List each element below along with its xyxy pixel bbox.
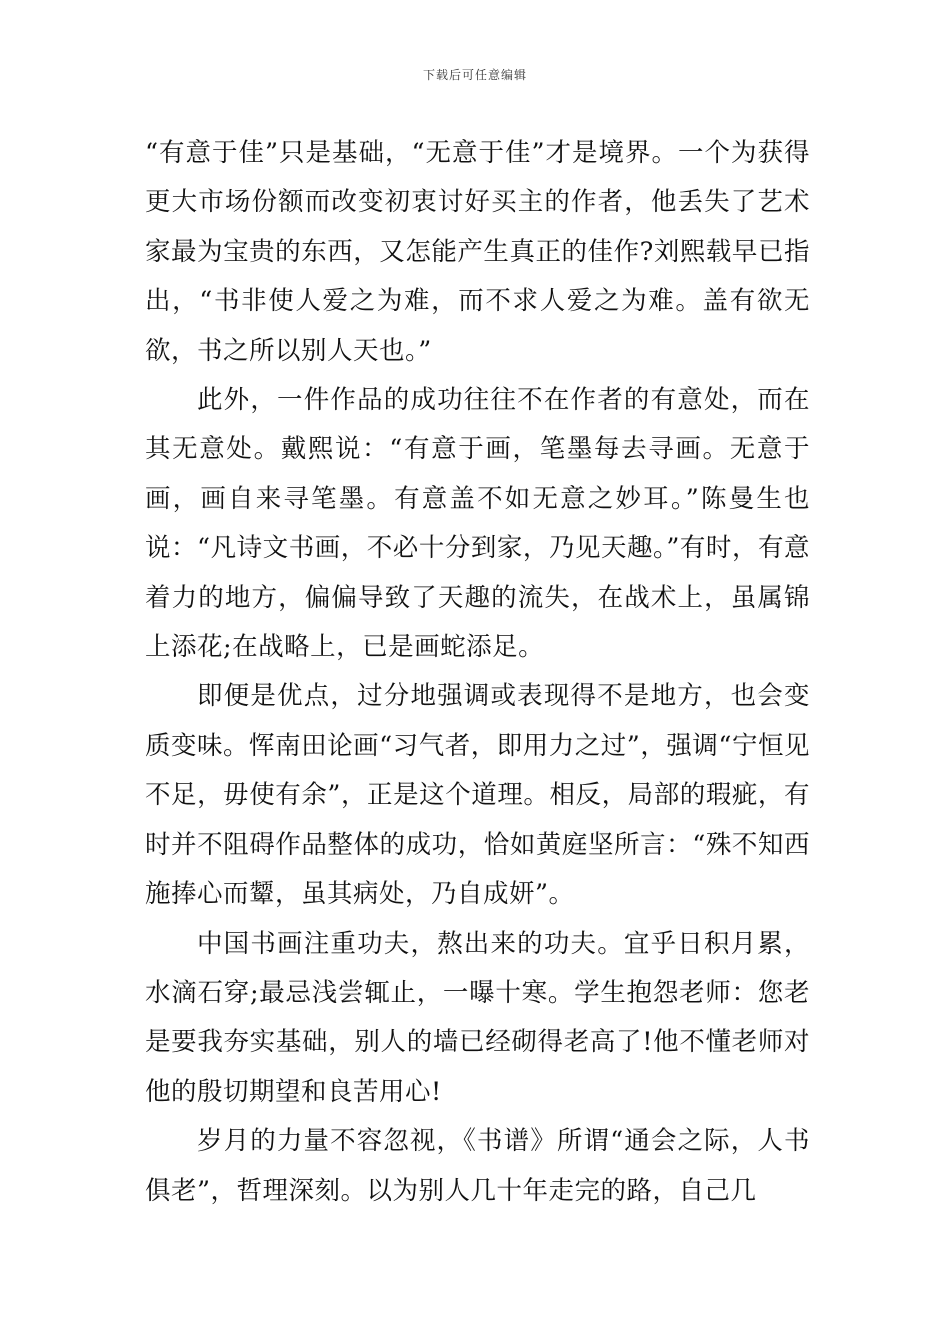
paragraph: 中国书画注重功夫，熬出来的功夫。宜乎日积月累，水滴石穿;最忌浅尝辄止，一曝十寒。学生抱怨老师：您老是要我夯实基础，别人的墙已经砌得老高了!他不懂老师对他的殷切期望和良苦用心! bbox=[145, 928, 810, 1107]
document-body bbox=[145, 129, 810, 1216]
paragraph: “有意于佳”只是基础，“无意于佳”才是境界。一个为获得更大市场份额而改变初衷讨好买主的作者，他丢失了艺术家最为宝贵的东西，又怎能产生真正的佳作?刘熙载早已指出，“书非使人爱之为难，而不求人爱之为难。盖有欲无欲，书之所以别人天也。” bbox=[145, 138, 810, 366]
paragraph: 即便是优点，过分地强调或表现得不是地方，也会变质变味。恽南田论画“习气者，即用力之过”，强调“宁恒见不足，毋使有余”，正是这个道理。相反，局部的瑕疵，有时并不阻碍作品整体的成功，恰如黄庭坚所言：“殊不知西施捧心而颦，虽其病处，乃自成妍”。 bbox=[145, 681, 810, 910]
paragraph: 此外，一件作品的成功往往不在作者的有意处，而在其无意处。戴熙说：“有意于画，笔墨每去寻画。无意于画，画自来寻笔墨。有意盖不如无意之妙耳。”陈曼生也说：“凡诗文书画，不必十分到家，乃见天趣。”有时，有意着力的地方，偏偏导致了天趣的流失，在战术上，虽属锦上添花;在战略上，已是画蛇添足。 bbox=[145, 385, 810, 663]
page-header: 下载后可任意编辑 bbox=[422, 68, 527, 82]
paragraph: 岁月的力量不容忽视，《书谱》所谓“通会之际，人书俱老”，哲理深刻。以为别人几十年走完的路，自己几 bbox=[145, 1126, 810, 1206]
